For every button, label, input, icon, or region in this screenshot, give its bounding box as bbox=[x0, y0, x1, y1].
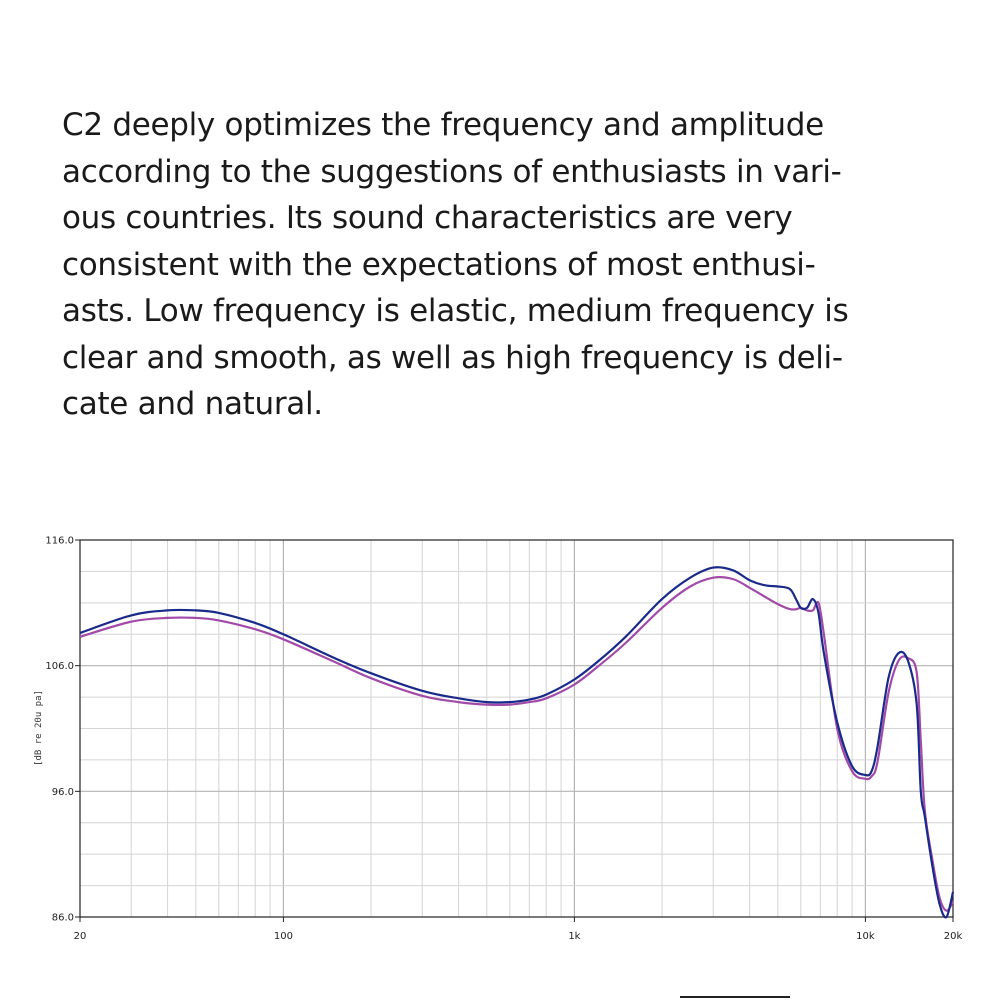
chart-series bbox=[80, 567, 953, 917]
y-tick-label: 96.0 bbox=[51, 786, 74, 798]
x-tick-label: 20k bbox=[943, 931, 963, 942]
y-tick-label: 86.0 bbox=[51, 912, 74, 924]
x-tick-label: 20 bbox=[73, 931, 87, 942]
description-line: ous countries. Its sound characteristics are very bbox=[62, 200, 793, 236]
description-line: C2 deeply optimizes the frequency and amplitude bbox=[62, 107, 824, 143]
chart-grid bbox=[80, 540, 953, 917]
description-line: cate and natural. bbox=[62, 386, 323, 422]
chart-ticks bbox=[45, 536, 962, 943]
y-axis-title: [dB re 20u pa] bbox=[34, 690, 44, 766]
description-line: according to the suggestions of enthusiasts in vari- bbox=[62, 153, 842, 190]
footer-divider bbox=[680, 996, 790, 998]
description-line: consistent with the expectations of most enthusi- bbox=[62, 246, 816, 283]
x-tick-label: 10k bbox=[856, 931, 875, 942]
description-line: clear and smooth, as well as high frequency is deli- bbox=[62, 339, 843, 376]
x-tick-label: 100 bbox=[273, 931, 293, 942]
y-tick-label: 106.0 bbox=[45, 661, 74, 673]
description-line: asts. Low frequency is elastic, medium frequency is bbox=[62, 293, 849, 329]
y-tick-label: 116.0 bbox=[45, 535, 74, 547]
x-tick-label: 1k bbox=[568, 931, 581, 942]
series-line bbox=[80, 577, 953, 911]
